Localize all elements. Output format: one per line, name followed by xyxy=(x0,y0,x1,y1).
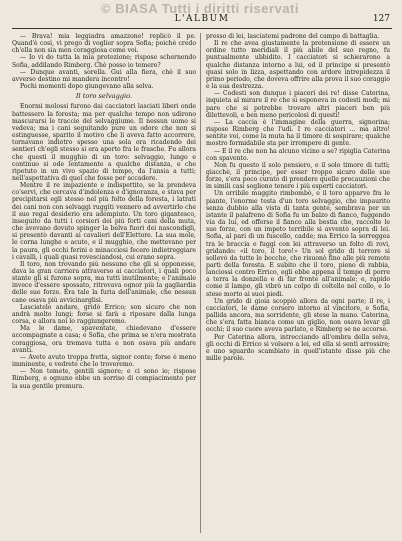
paragraph: — Codesti son dunque i piaceri dei re! disse Caterina, inquieta al mirare il re che si esponeva in codesti modi; mi pare che si potrebbe trovare altri piaceri ben più dilettevoli, e ben meno pericolosi di questi! xyxy=(206,90,390,119)
paragraph: — Brava! mia leggiadra amazzone! replicò il pe. Quand'è così, vi prego di voglier sopra Sofia; poichè credo ch'ella non sia men coraggiosa come voi. xyxy=(12,33,196,55)
journal-title: L'ALBUM xyxy=(174,14,230,24)
page-number: 127 xyxy=(372,14,390,24)
paragraph: presso di lei, lasciatemi padrone del campo di battaglia. xyxy=(206,33,380,40)
paragraph: Per Caterina allora, intrecciando all'ombra della selva, gli occhi di Errico si volsero a lei, ed ella si sentì arrossire; e uno sguardo scambiato in quell'istante disse più che mille parole. xyxy=(206,333,390,363)
left-column xyxy=(12,33,196,533)
paragraph: Mentre il re impaziente e indispettito, se la prendeva co'servi, che cercava d'indolenza e d'ignoranza, e stava per precipitarsi egli stesso nel più folto della foresta, i latrati dei cani non con selvaggi ruggiti vennero ad avvertirlo che il suo regal desiderio era adempiuto. Un toro gigantesco, inseguito da tutti i corsieri dei più forti cani della muta, che avevano dovuto spinger la belva fuori dei nascondigli, si presentò davanti ai cavalieri dell'Elettore. La sua mole, le corna lunghe e acute, e il mugghio, che mettevano per la paura, gli occhi ferini e minacciosi fecero indietreggiare i cavalli, i quali quasi rovesciandosi, cui erano sopra. xyxy=(12,182,196,261)
section-title: Il toro selvaggio. xyxy=(75,92,133,101)
paragraph: — E il re che non ha alcuno vicino a se? ripiglia Caterina con spavento. xyxy=(206,147,390,162)
paragraph: Pochi momenti dopo giungevano alla selva. xyxy=(20,83,154,91)
page-header xyxy=(12,14,392,29)
paragraph: Ma le dame, spaventate, chiedevano d'essere accompagnate a casa; e Sofia, che prima se n'era mostrata coraggiosa, ora tremava tutta e non osava più andare avanti. xyxy=(12,325,196,354)
paragraph: — Io vi do tutta la mia protezione; rispose schernendo Sofia, addilando Rimberg. Chè posso io temere? xyxy=(12,54,196,69)
paragraph: Un grido di gioia scoppiò allora da ogni parte; il re, i cacciatori, le dame corsero intorno al vincitore, e Sofia, pallida ancora, ma sorridente, gli stese la mano. Caterina, che s'era fatta bianca come un giglio, non osava levar gli occhi; il suo cuore aveva parlato, e Rimberg se ne accorse. xyxy=(206,297,390,334)
right-column xyxy=(206,33,390,533)
paragraph: — Dunque avanti, sorella. Gui alla fiera, chè il suo avverso destino mi mandera incontro! xyxy=(12,68,196,83)
paragraph: Il toro, non trovando più nessuno che gli si opponesse, dava la gran carriera attraverso ai cacciatori, i quali poco stante gli si furono sopra, ma tutti inutilmente; e l'animale invece d'essere spossato, ritrovava ognor più la gagliardia delle sue forze. Era tale la furia dell'animale, che nessun cane osava più avvicinarglisi. xyxy=(12,260,196,304)
paragraph: Non fu questo il solo pensiero, e il solo timore di tutti; giacchè, il principe, per esser troppo sicuro delle sue forze, s'era poco curato di prendere quelle precauzioni che in simili casi sogliono tenere i più esperti cacciatori. xyxy=(206,161,390,191)
paragraph: Lasciatelo andare, gridò Errico; son sicuro che non andrà molto lungi; forse si farà a riposare dalla lunga corsa, e allora noi lo raggiungeremo. xyxy=(12,303,196,326)
paragraph: — Non temete, gentili signore; e ci sono io; rispose Rimberg, e ognuno ebbe un sorriso di compiacimento per la sua gentile premura. xyxy=(12,368,196,390)
column-divider xyxy=(200,33,201,533)
paragraph: — Avete avuto troppa fretta, signor conte; forse è meno imminente, e vedrete che lo troveremo. xyxy=(12,353,196,369)
watermark: © BIASA Tutti i diritti riservati xyxy=(101,1,299,16)
paragraph: — La caccia è l'immagine della guerra, signorina; rispose Rimberg che l'udì. I re cacciatori ... ma altro! sentite voi, come la muta ha il timore di sospirare; qualche mostro formidabile sta per irrompere di gente. xyxy=(206,118,390,148)
paragraph: Enormi molossi furono dai cacciatori lasciati liberi onde battessero la foresta; ma per qualche tempo non udirono mascurarsi le traccie del selvaggiume. Il nessun uomo si vedeva; ma i cani seguitando pure un odore che non si estinguesse, sparito il motivo che li aveva fatto accorrere, tornavano indietro spesso una sola ora ricadendo dei sentieri ch'egli stesso si era aperto fra le frasche. Fu allora che questi il mugghio di un toro: selvaggio, lungo e continuo si ode lentamente a qualche distanza, e che ripetuto in un vivo spazio di tempo, da l'ansia a tutti; nell'aspettativa di quel che fosse per accadere. xyxy=(12,103,196,182)
paragraph: Il re che avea giustamente la pretensione di essere un ordine tutto meridiali il più abile del suo regno, fu puntualmente ubbidito. I cacciatori si schierarono a qualche distanza intorno a lui, ed il principe si presentò quasi solo in lizza, aspettando con ardore intrepidezza il primo periodo, che doveva offrire alla prova il suo coraggio e la sua destrezza. xyxy=(206,40,390,91)
paragraph: Un orribile muggito rimbombò, e il toro apparve fra le piante, l'enorme testa d'un toro selvaggio, che impaurito senza dubbio alla vista di tanta gente, sembrava per un istante il palafreno di Sofia fu un balzo di fianco, fuggendo via da lui, ed offerse il fianco alla bestia che, raccolte le sue forze, con un impeto terribile si avventò sopra di lei. Sofia, al pari di un fuscello, cadde; ma Errico la sorreggea tra le braccia e fuggì con lei attraverso un folto di rovi, gridando: «il toro, il toro!» Un sol grido di terrore si sollevò da tutte le bocche, che risuonò fino alle più remote parti della foresta. E subito che il toro, pieno di rabbia, lanciossi contro Errico, egli ebbe appena il tempo di porre a terra la donzella e di far fronte all'animale; e, rapido come il lampo, gli vibrò un colpo di coltello nel collo, e lo stese morto ai suoi piedi. xyxy=(206,190,390,298)
